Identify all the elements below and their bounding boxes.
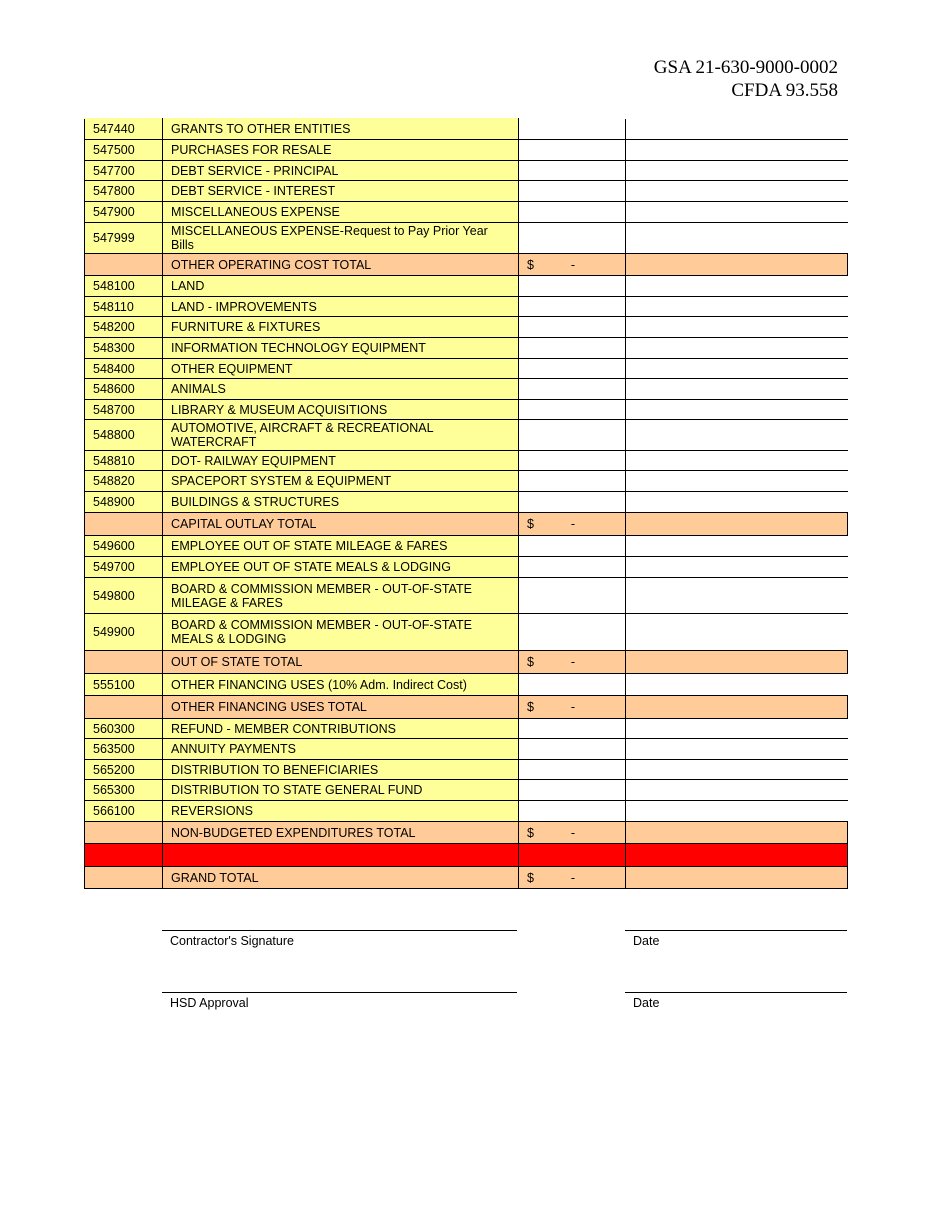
- account-code: 547700: [85, 161, 163, 181]
- currency-symbol: $: [527, 870, 534, 885]
- extra-cell: [626, 651, 848, 674]
- total-row: [85, 254, 848, 276]
- account-description: EMPLOYEE OUT OF STATE MEALS & LODGING: [163, 557, 519, 578]
- amount-cell[interactable]: [519, 379, 626, 400]
- extra-cell[interactable]: [626, 801, 848, 822]
- account-code: 548200: [85, 317, 163, 338]
- amount-cell: [519, 844, 626, 867]
- amount-cell[interactable]: [519, 578, 626, 614]
- account-code: 565200: [85, 760, 163, 780]
- account-description: BOARD & COMMISSION MEMBER - OUT-OF-STATE MEALS & LODGING: [163, 614, 519, 651]
- line-item-row: [85, 338, 848, 359]
- extra-cell[interactable]: [626, 297, 848, 317]
- account-code: 565300: [85, 780, 163, 801]
- extra-cell[interactable]: [626, 760, 848, 780]
- account-code: 548100: [85, 276, 163, 297]
- extra-cell[interactable]: [626, 739, 848, 760]
- amount-cell[interactable]: [519, 276, 626, 297]
- account-code: 547440: [85, 119, 163, 140]
- total-amount: [527, 700, 575, 714]
- amount-cell[interactable]: [519, 140, 626, 161]
- account-code: 548900: [85, 492, 163, 513]
- extra-cell[interactable]: [626, 420, 848, 451]
- total-amount: [527, 655, 575, 669]
- extra-cell: [626, 844, 848, 867]
- line-item-row: [85, 202, 848, 223]
- account-description: CAPITAL OUTLAY TOTAL: [163, 513, 519, 536]
- account-code: [85, 696, 163, 719]
- line-item-row: [85, 317, 848, 338]
- account-code: 548800: [85, 420, 163, 451]
- hsd-date-line[interactable]: [625, 992, 847, 993]
- amount-value: -: [570, 825, 575, 840]
- account-code: 548810: [85, 451, 163, 471]
- account-code: 548300: [85, 338, 163, 359]
- account-code: 566100: [85, 801, 163, 822]
- amount-cell[interactable]: [519, 181, 626, 202]
- gsa-number: GSA 21-630-9000-0002: [653, 57, 838, 78]
- line-item-row: [85, 119, 848, 140]
- account-code: 548400: [85, 359, 163, 379]
- amount-cell[interactable]: [519, 719, 626, 739]
- currency-symbol: $: [527, 517, 534, 531]
- account-description: LAND - IMPROVEMENTS: [163, 297, 519, 317]
- extra-cell[interactable]: [626, 223, 848, 254]
- line-item-row: [85, 780, 848, 801]
- amount-value: -: [570, 870, 575, 885]
- amount-cell[interactable]: [519, 359, 626, 379]
- account-description: INFORMATION TECHNOLOGY EQUIPMENT: [163, 338, 519, 359]
- line-item-row: [85, 471, 848, 492]
- amount-cell[interactable]: [519, 223, 626, 254]
- account-code: [85, 822, 163, 844]
- amount-cell[interactable]: [519, 400, 626, 420]
- account-description: ANIMALS: [163, 379, 519, 400]
- account-description: PURCHASES FOR RESALE: [163, 140, 519, 161]
- account-code: 549900: [85, 614, 163, 651]
- account-description: DEBT SERVICE - INTEREST: [163, 181, 519, 202]
- amount-cell[interactable]: [519, 161, 626, 181]
- line-item-row: [85, 614, 848, 651]
- extra-cell[interactable]: [626, 557, 848, 578]
- total-amount: [527, 258, 575, 272]
- line-item-row: [85, 400, 848, 420]
- line-item-row: [85, 223, 848, 254]
- account-description: MISCELLANEOUS EXPENSE: [163, 202, 519, 223]
- account-description: REFUND - MEMBER CONTRIBUTIONS: [163, 719, 519, 739]
- account-description: GRAND TOTAL: [163, 867, 519, 889]
- account-description: DISTRIBUTION TO STATE GENERAL FUND: [163, 780, 519, 801]
- account-code: [85, 844, 163, 867]
- account-description: ANNUITY PAYMENTS: [163, 739, 519, 760]
- total-amount: [527, 871, 575, 885]
- line-item-row: [85, 801, 848, 822]
- extra-cell: [626, 696, 848, 719]
- amount-value: -: [570, 517, 575, 531]
- total-row: [85, 867, 848, 889]
- amount-cell[interactable]: [519, 739, 626, 760]
- amount-cell: [519, 651, 626, 674]
- extra-cell[interactable]: [626, 359, 848, 379]
- account-code: 549600: [85, 536, 163, 557]
- amount-cell[interactable]: [519, 614, 626, 651]
- account-code: 548110: [85, 297, 163, 317]
- currency-symbol: $: [527, 700, 534, 714]
- account-code: [85, 867, 163, 889]
- account-description: OTHER FINANCING USES (10% Adm. Indirect Cost): [163, 674, 519, 696]
- account-description: REVERSIONS: [163, 801, 519, 822]
- cfda-number: CFDA 93.558: [731, 80, 838, 101]
- line-item-row: [85, 760, 848, 780]
- account-code: 563500: [85, 739, 163, 760]
- extra-cell[interactable]: [626, 719, 848, 739]
- account-code: 555100: [85, 674, 163, 696]
- line-item-row: [85, 181, 848, 202]
- account-description: MISCELLANEOUS EXPENSE-Request to Pay Prior Year Bills: [163, 223, 519, 254]
- account-code: 548600: [85, 379, 163, 400]
- total-row: [85, 822, 848, 844]
- amount-cell[interactable]: [519, 557, 626, 578]
- amount-value: -: [570, 700, 575, 714]
- line-item-row: [85, 739, 848, 760]
- account-code: 547999: [85, 223, 163, 254]
- amount-cell[interactable]: [519, 420, 626, 451]
- currency-symbol: $: [527, 825, 534, 840]
- line-item-row: [85, 492, 848, 513]
- budget-table: [84, 118, 848, 889]
- account-description: OUT OF STATE TOTAL: [163, 651, 519, 674]
- line-item-row: [85, 359, 848, 379]
- total-amount: [527, 826, 575, 840]
- total-row: [85, 651, 848, 674]
- account-code: [85, 651, 163, 674]
- line-item-row: [85, 379, 848, 400]
- document-header: [654, 56, 838, 102]
- extra-cell[interactable]: [626, 674, 848, 696]
- extra-cell[interactable]: [626, 492, 848, 513]
- account-code: 547900: [85, 202, 163, 223]
- amount-cell[interactable]: [519, 492, 626, 513]
- extra-cell[interactable]: [626, 400, 848, 420]
- account-description: [163, 844, 519, 867]
- line-item-row: [85, 140, 848, 161]
- line-item-row: [85, 161, 848, 181]
- extra-cell: [626, 513, 848, 536]
- account-description: SPACEPORT SYSTEM & EQUIPMENT: [163, 471, 519, 492]
- account-description: DISTRIBUTION TO BENEFICIARIES: [163, 760, 519, 780]
- extra-cell[interactable]: [626, 119, 848, 140]
- amount-cell[interactable]: [519, 801, 626, 822]
- amount-cell[interactable]: [519, 119, 626, 140]
- extra-cell[interactable]: [626, 161, 848, 181]
- account-description: OTHER EQUIPMENT: [163, 359, 519, 379]
- amount-value: -: [570, 655, 575, 669]
- amount-cell[interactable]: [519, 536, 626, 557]
- line-item-row: [85, 276, 848, 297]
- line-item-row: [85, 719, 848, 739]
- currency-symbol: $: [527, 257, 534, 272]
- line-item-row: [85, 536, 848, 557]
- line-item-row: [85, 557, 848, 578]
- line-item-row: [85, 451, 848, 471]
- extra-cell[interactable]: [626, 202, 848, 223]
- account-description: GRANTS TO OTHER ENTITIES: [163, 119, 519, 140]
- amount-cell[interactable]: [519, 317, 626, 338]
- extra-cell[interactable]: [626, 614, 848, 651]
- amount-cell[interactable]: [519, 760, 626, 780]
- extra-cell[interactable]: [626, 317, 848, 338]
- account-code: 560300: [85, 719, 163, 739]
- extra-cell[interactable]: [626, 578, 848, 614]
- extra-cell[interactable]: [626, 338, 848, 359]
- line-item-row: [85, 674, 848, 696]
- account-code: 549800: [85, 578, 163, 614]
- extra-cell[interactable]: [626, 471, 848, 492]
- extra-cell[interactable]: [626, 140, 848, 161]
- contractor-signature-line[interactable]: [162, 930, 517, 931]
- contractor-date-label: Date: [633, 934, 660, 948]
- contractor-date-line[interactable]: [625, 930, 847, 931]
- extra-cell: [626, 254, 848, 276]
- extra-cell[interactable]: [626, 379, 848, 400]
- amount-cell: [519, 254, 626, 276]
- extra-cell[interactable]: [626, 536, 848, 557]
- budget-table-body: [85, 119, 848, 889]
- extra-cell[interactable]: [626, 181, 848, 202]
- total-row: [85, 696, 848, 719]
- account-description: DOT- RAILWAY EQUIPMENT: [163, 451, 519, 471]
- separator-row: [85, 844, 848, 867]
- amount-cell: [519, 822, 626, 844]
- account-description: BUILDINGS & STRUCTURES: [163, 492, 519, 513]
- hsd-approval-line[interactable]: [162, 992, 517, 993]
- amount-cell[interactable]: [519, 338, 626, 359]
- amount-value: -: [570, 257, 575, 272]
- total-row: [85, 513, 848, 536]
- account-description: FURNITURE & FIXTURES: [163, 317, 519, 338]
- line-item-row: [85, 420, 848, 451]
- account-code: 547500: [85, 140, 163, 161]
- account-code: [85, 254, 163, 276]
- line-item-row: [85, 578, 848, 614]
- account-description: EMPLOYEE OUT OF STATE MILEAGE & FARES: [163, 536, 519, 557]
- extra-cell[interactable]: [626, 276, 848, 297]
- account-code: 548820: [85, 471, 163, 492]
- account-description: NON-BUDGETED EXPENDITURES TOTAL: [163, 822, 519, 844]
- amount-cell[interactable]: [519, 297, 626, 317]
- account-code: 547800: [85, 181, 163, 202]
- amount-cell: [519, 867, 626, 889]
- hsd-date-label: Date: [633, 996, 660, 1010]
- amount-cell[interactable]: [519, 202, 626, 223]
- currency-symbol: $: [527, 655, 534, 669]
- extra-cell: [626, 867, 848, 889]
- account-code: 548700: [85, 400, 163, 420]
- amount-cell[interactable]: [519, 674, 626, 696]
- contractor-signature-label: Contractor's Signature: [170, 934, 294, 948]
- account-description: BOARD & COMMISSION MEMBER - OUT-OF-STATE MILEAGE & FARES: [163, 578, 519, 614]
- extra-cell[interactable]: [626, 780, 848, 801]
- account-description: AUTOMOTIVE, AIRCRAFT & RECREATIONAL WATERCRAFT: [163, 420, 519, 451]
- account-code: [85, 513, 163, 536]
- account-description: OTHER FINANCING USES TOTAL: [163, 696, 519, 719]
- extra-cell: [626, 822, 848, 844]
- account-description: DEBT SERVICE - PRINCIPAL: [163, 161, 519, 181]
- account-description: LAND: [163, 276, 519, 297]
- account-description: LIBRARY & MUSEUM ACQUISITIONS: [163, 400, 519, 420]
- amount-cell[interactable]: [519, 471, 626, 492]
- account-description: OTHER OPERATING COST TOTAL: [163, 254, 519, 276]
- hsd-approval-label: HSD Approval: [170, 996, 249, 1010]
- amount-cell[interactable]: [519, 780, 626, 801]
- account-code: 549700: [85, 557, 163, 578]
- line-item-row: [85, 297, 848, 317]
- extra-cell[interactable]: [626, 451, 848, 471]
- amount-cell[interactable]: [519, 451, 626, 471]
- amount-cell: [519, 696, 626, 719]
- amount-cell: [519, 513, 626, 536]
- total-amount: [527, 517, 575, 531]
